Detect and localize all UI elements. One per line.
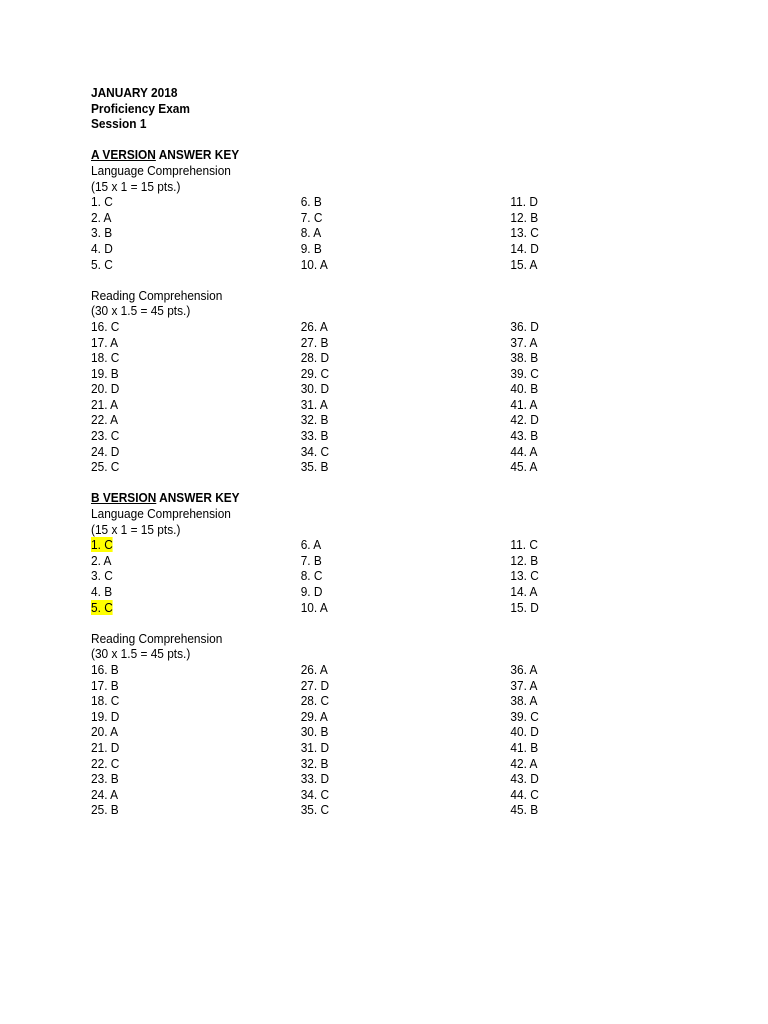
answer-key-section: [91, 147, 631, 490]
version-label: A VERSION: [91, 147, 156, 163]
answer-cell: [91, 257, 301, 273]
answer-text: 11. D: [510, 194, 538, 210]
answer-text: 15. D: [510, 599, 539, 615]
answer-text: 23. C: [91, 428, 120, 444]
answer-cell: [91, 397, 301, 413]
answer-cell: [301, 210, 511, 226]
answer-cell: [91, 350, 301, 366]
answer-text: 21. A: [91, 396, 119, 412]
answer-text: 19. D: [91, 708, 120, 724]
answer-cell: [301, 600, 511, 616]
answer-cell: [301, 444, 511, 460]
answer-text: 44. C: [510, 786, 539, 802]
answer-text: 9. D: [300, 584, 323, 599]
answer-cell: [91, 740, 301, 756]
answer-text: 34. C: [300, 443, 330, 459]
answer-cell: [91, 537, 301, 553]
answer-cell: [91, 459, 301, 475]
answer-cell: [510, 412, 631, 428]
answer-text: 10. A: [300, 599, 328, 615]
answer-text: 37. A: [510, 677, 538, 693]
answer-text: 19. B: [91, 365, 119, 381]
answer-text: 5. C: [91, 256, 113, 272]
exam-title: Proficiency Exam: [91, 100, 190, 116]
answer-cell: [91, 771, 301, 787]
answer-cell: [301, 459, 511, 475]
answer-cell: [510, 241, 631, 257]
answer-cell: [91, 553, 301, 569]
document-page: [91, 85, 631, 818]
answer-text: 42. A: [510, 755, 538, 771]
answer-key-sections: [91, 147, 631, 818]
answer-cell: [91, 662, 301, 678]
answer-text: 16. C: [91, 318, 120, 334]
answer-text: 31. A: [300, 396, 328, 412]
answer-text: 22. C: [91, 755, 120, 771]
answer-cell: [301, 771, 511, 787]
answer-text: 43. D: [510, 771, 539, 787]
answer-cell: [301, 709, 511, 725]
answer-cell: [301, 397, 511, 413]
answer-cell: [510, 537, 631, 553]
answer-text: 31. D: [300, 739, 330, 755]
answer-text: 17. A: [91, 334, 119, 350]
answer-text: 3. C: [91, 568, 113, 584]
answer-text: 25. B: [91, 802, 119, 818]
answer-cell: [301, 537, 511, 553]
answer-text: 30. D: [300, 381, 330, 397]
answer-part: [91, 163, 631, 288]
answer-cell: [510, 802, 631, 818]
answer-text: 7. B: [300, 552, 322, 568]
answer-cell: [510, 756, 631, 772]
answer-cell: [91, 756, 301, 772]
answer-text: 1. C: [91, 194, 113, 210]
answer-cell: [301, 428, 511, 444]
answer-text: 44. A: [510, 443, 538, 459]
answer-cell: [301, 724, 511, 740]
answer-cell: [91, 319, 301, 335]
answer-cell: [91, 584, 301, 600]
answer-cell: [91, 724, 301, 740]
answer-text: 33. D: [300, 771, 330, 787]
part-title: Reading Comprehension: [91, 630, 223, 646]
answer-cell: [91, 787, 301, 803]
answer-cell: [510, 350, 631, 366]
answer-grid: [91, 662, 631, 818]
answer-part: [91, 288, 631, 491]
answer-text: 11. C: [510, 537, 538, 553]
answer-text: 28. C: [300, 693, 330, 709]
spacer: [91, 132, 631, 148]
answer-text: 20. D: [91, 381, 120, 397]
spacer: [91, 272, 631, 288]
answer-text: 23. B: [91, 771, 119, 787]
answer-text: 25. C: [91, 459, 120, 475]
answer-text: 22. A: [91, 412, 119, 428]
answer-text: 18. C: [91, 350, 120, 366]
answer-text: 30. B: [300, 724, 329, 740]
answer-text: 2. A: [91, 209, 112, 225]
answer-cell: [91, 600, 301, 616]
answer-text: 26. A: [300, 318, 328, 334]
answer-grid: [91, 194, 631, 272]
answer-grid: [91, 319, 631, 475]
answer-text: 43. B: [510, 428, 539, 444]
answer-cell: [510, 335, 631, 351]
part-title: Language Comprehension: [91, 162, 231, 178]
answer-text: 45. A: [510, 459, 538, 475]
answer-text: 17. B: [91, 677, 119, 693]
answer-cell: [510, 381, 631, 397]
answer-cell: [510, 319, 631, 335]
answer-cell: [91, 335, 301, 351]
answer-cell: [510, 257, 631, 273]
answer-cell: [91, 678, 301, 694]
answer-cell: [91, 381, 301, 397]
answer-text: 24. D: [91, 443, 120, 459]
answer-text: 32. B: [300, 755, 329, 771]
answer-cell: [301, 319, 511, 335]
answer-cell: [301, 693, 511, 709]
answer-text: 29. C: [300, 365, 330, 381]
answer-cell: [510, 553, 631, 569]
highlighted-answer-text: 5. C: [91, 599, 113, 615]
answer-cell: [301, 257, 511, 273]
answer-cell: [301, 194, 511, 210]
answer-cell: [91, 802, 301, 818]
answer-cell: [510, 210, 631, 226]
answer-text: 3. B: [91, 225, 113, 241]
answer-text: 16. B: [91, 661, 119, 677]
answer-text: 36. D: [510, 318, 539, 334]
answer-cell: [301, 787, 511, 803]
answer-text: 9. B: [300, 240, 322, 256]
answer-cell: [301, 678, 511, 694]
part-points: (30 x 1.5 = 45 pts.): [91, 303, 191, 319]
answer-text: 7. C: [300, 209, 323, 225]
answer-text: 35. B: [300, 459, 329, 475]
answer-cell: [510, 787, 631, 803]
answer-text: 40. B: [510, 381, 539, 397]
answer-cell: [301, 553, 511, 569]
highlighted-answer-text: 1. C: [91, 537, 113, 553]
answer-text: 28. D: [300, 350, 330, 366]
answer-cell: [301, 802, 511, 818]
answer-text: 2. A: [91, 552, 112, 568]
answer-key-label: ANSWER KEY: [155, 147, 240, 163]
answer-cell: [510, 428, 631, 444]
answer-text: 10. A: [300, 256, 328, 272]
answer-cell: [510, 225, 631, 241]
answer-cell: [91, 428, 301, 444]
answer-cell: [510, 397, 631, 413]
answer-text: 6. A: [300, 537, 322, 553]
answer-cell: [301, 740, 511, 756]
part-points: (15 x 1 = 15 pts.): [91, 178, 181, 194]
answer-text: 38. B: [510, 350, 539, 366]
answer-text: 8. C: [300, 568, 323, 584]
answer-cell: [91, 444, 301, 460]
answer-text: 4. D: [91, 240, 113, 256]
answer-part: [91, 631, 631, 818]
answer-key-section: [91, 490, 631, 817]
answer-cell: [91, 412, 301, 428]
answer-text: 32. B: [300, 412, 329, 428]
answer-text: 6. B: [300, 194, 322, 210]
session-label: Session 1: [91, 116, 147, 132]
answer-text: 27. D: [300, 677, 330, 693]
answer-text: 29. A: [300, 708, 328, 724]
answer-text: 13. C: [510, 225, 539, 241]
answer-text: 14. D: [510, 240, 539, 256]
answer-text: 45. B: [510, 802, 539, 818]
answer-text: 12. B: [510, 209, 539, 225]
answer-text: 37. A: [510, 334, 538, 350]
answer-cell: [301, 584, 511, 600]
answer-text: 13. C: [510, 568, 539, 584]
answer-cell: [301, 412, 511, 428]
answer-cell: [510, 444, 631, 460]
answer-text: 12. B: [510, 552, 539, 568]
answer-text: 36. A: [510, 661, 538, 677]
answer-cell: [91, 693, 301, 709]
answer-cell: [510, 459, 631, 475]
answer-cell: [301, 241, 511, 257]
answer-text: 41. B: [510, 739, 539, 755]
answer-cell: [91, 366, 301, 382]
answer-cell: [510, 568, 631, 584]
answer-cell: [301, 381, 511, 397]
answer-cell: [301, 350, 511, 366]
answer-cell: [510, 584, 631, 600]
answer-key-label: ANSWER KEY: [156, 490, 240, 506]
answer-cell: [91, 709, 301, 725]
answer-cell: [510, 740, 631, 756]
answer-cell: [510, 662, 631, 678]
answer-text: 40. D: [510, 724, 539, 740]
answer-cell: [510, 600, 631, 616]
answer-cell: [510, 771, 631, 787]
part-points: (30 x 1.5 = 45 pts.): [91, 646, 191, 662]
answer-text: 14. A: [510, 584, 538, 599]
part-title: Language Comprehension: [91, 506, 231, 522]
answer-cell: [91, 241, 301, 257]
answer-text: 39. C: [510, 708, 539, 724]
answer-text: 20. A: [91, 724, 119, 740]
answer-cell: [301, 662, 511, 678]
answer-cell: [510, 724, 631, 740]
answer-text: 33. B: [300, 428, 329, 444]
answer-text: 41. A: [510, 396, 538, 412]
answer-cell: [91, 210, 301, 226]
exam-date: JANUARY 2018: [91, 85, 178, 100]
answer-text: 21. D: [91, 739, 120, 755]
answer-cell: [510, 366, 631, 382]
spacer: [91, 475, 631, 491]
answer-cell: [301, 335, 511, 351]
answer-text: 38. A: [510, 693, 538, 709]
spacer: [91, 615, 631, 631]
answer-cell: [510, 678, 631, 694]
answer-cell: [91, 194, 301, 210]
answer-text: 35. C: [300, 802, 330, 818]
answer-cell: [301, 756, 511, 772]
section-heading: [91, 490, 631, 506]
answer-cell: [510, 709, 631, 725]
answer-cell: [510, 194, 631, 210]
answer-cell: [301, 366, 511, 382]
answer-text: 8. A: [300, 225, 322, 241]
answer-text: 34. C: [300, 786, 330, 802]
answer-cell: [91, 225, 301, 241]
answer-grid: [91, 537, 631, 615]
answer-text: 27. B: [300, 334, 329, 350]
answer-text: 15. A: [510, 256, 538, 272]
part-title: Reading Comprehension: [91, 287, 223, 303]
answer-text: 18. C: [91, 693, 120, 709]
answer-text: 26. A: [300, 661, 328, 677]
answer-cell: [91, 568, 301, 584]
part-points: (15 x 1 = 15 pts.): [91, 521, 181, 537]
answer-text: 42. D: [510, 412, 539, 428]
answer-cell: [301, 225, 511, 241]
answer-part: [91, 506, 631, 631]
section-heading: [91, 147, 631, 163]
answer-text: 4. B: [91, 584, 113, 599]
answer-cell: [510, 693, 631, 709]
answer-text: 24. A: [91, 786, 119, 802]
answer-cell: [301, 568, 511, 584]
answer-text: 39. C: [510, 365, 539, 381]
version-label: B VERSION: [91, 490, 157, 506]
